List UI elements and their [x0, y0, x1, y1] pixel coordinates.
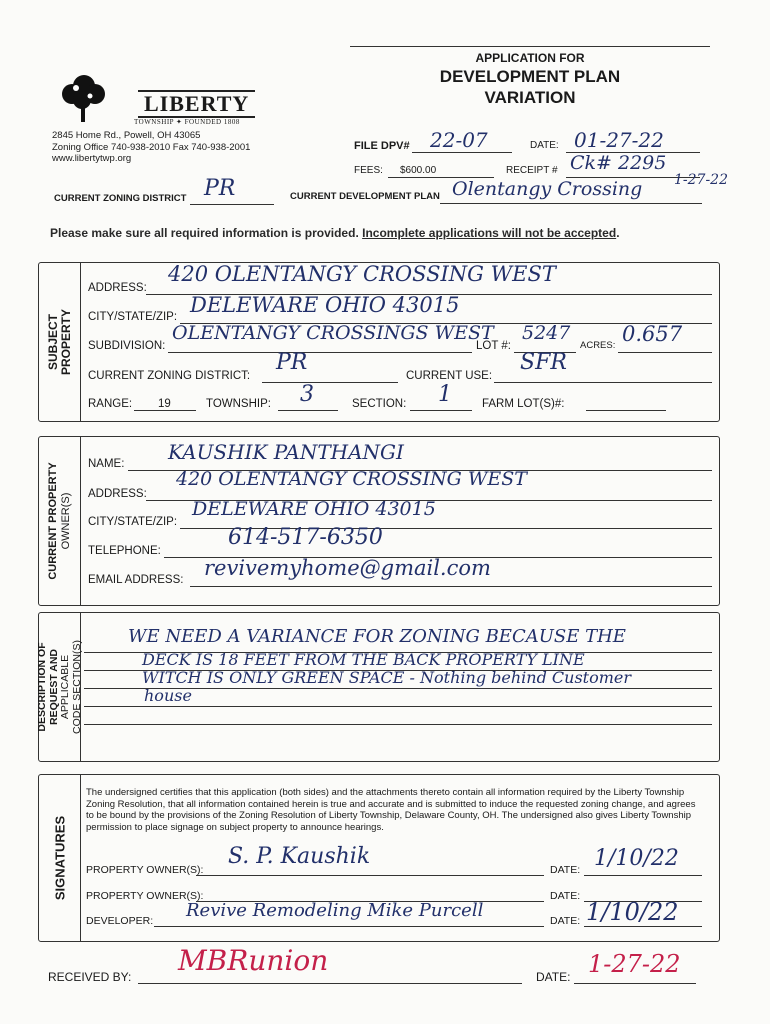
- logo-name: LIBERTY: [138, 90, 255, 118]
- receipt-label: RECEIPT #: [506, 165, 558, 176]
- owner-name-value[interactable]: KAUSHIK PANTHANGI: [168, 440, 404, 464]
- subdivision-label: SUBDIVISION:: [88, 340, 166, 352]
- telephone-value[interactable]: 614-517-6350: [228, 525, 383, 550]
- city-state-zip-value[interactable]: DELEWARE OHIO 43015: [190, 293, 460, 317]
- developer-date-label: DATE:: [550, 915, 581, 927]
- title-line-2: VARIATION: [484, 88, 576, 107]
- description-line-2[interactable]: DECK IS 18 FEET FROM THE BACK PROPERTY LINE: [142, 650, 585, 669]
- file-dpv-label: FILE DPV#: [354, 140, 410, 152]
- owner-address-value[interactable]: 420 OLENTANGY CROSSING WEST: [176, 468, 527, 490]
- acres-label: ACRES:: [580, 340, 616, 351]
- notice-emphasis: Incomplete applications will not be accepted: [362, 226, 617, 240]
- owner-address-label: ADDRESS:: [88, 488, 147, 500]
- developer-date-value[interactable]: 1/10/22: [586, 898, 679, 926]
- description-line-1[interactable]: WE NEED A VARIANCE FOR ZONING BECAUSE THE: [128, 626, 626, 647]
- website-link[interactable]: www.libertytwp.org: [52, 153, 132, 164]
- subdivision-value[interactable]: OLENTANGY CROSSINGS WEST: [172, 322, 494, 344]
- notice-text: Please make sure all required information is provided. Incomplete applications will not be accepted.: [50, 226, 620, 240]
- acres-value[interactable]: 0.657: [622, 322, 683, 346]
- title-line-1: DEVELOPMENT PLAN: [439, 67, 621, 86]
- phone-line: Zoning Office 740-938-2010 Fax 740-938-2001: [52, 141, 251, 153]
- receipt-value[interactable]: Ck# 2295: [570, 152, 667, 174]
- owner-signature[interactable]: S. P. Kaushik: [228, 844, 371, 869]
- range-value[interactable]: 19: [158, 398, 171, 410]
- owner-date-value[interactable]: 1/10/22: [594, 846, 679, 871]
- notice-main: Please make sure all required information is provided.: [50, 226, 359, 240]
- email-value[interactable]: revivemyhome@gmail.com: [204, 556, 491, 580]
- owner-name-label: NAME:: [88, 458, 125, 470]
- current-zoning-value[interactable]: PR: [276, 350, 308, 375]
- description-line-4[interactable]: house: [144, 686, 192, 705]
- file-dpv-value[interactable]: 22-07: [430, 128, 488, 152]
- fees-label: FEES:: [354, 165, 383, 176]
- developer-label: DEVELOPER:: [86, 915, 154, 927]
- email-label: EMAIL ADDRESS:: [88, 574, 184, 586]
- lot-value[interactable]: 5247: [522, 322, 571, 344]
- owner2-signature-label: PROPERTY OWNER(S):: [86, 890, 204, 902]
- development-plan-label: CURRENT DEVELOPMENT PLAN: [290, 191, 440, 202]
- liberty-township-logo: [50, 68, 275, 126]
- township-label: TOWNSHIP:: [206, 398, 271, 410]
- city-state-zip-label: CITY/STATE/ZIP:: [88, 311, 178, 323]
- lot-label: LOT #:: [476, 340, 511, 352]
- description-heading: DESCRIPTION OF REQUEST AND APPLICABLE CODE SECTION(S): [35, 640, 82, 734]
- date-label: DATE:: [530, 140, 559, 151]
- developer-signature[interactable]: Revive Remodeling Mike Purcell: [186, 900, 484, 921]
- owner-heading: CURRENT PROPERTY OWNER(S): [46, 462, 72, 580]
- township-address: [52, 130, 250, 165]
- township-value[interactable]: 3: [300, 382, 314, 407]
- range-label: RANGE:: [88, 398, 133, 410]
- owner-date-label: DATE:: [550, 864, 581, 876]
- address-line: 2845 Home Rd., Powell, OH 43065: [52, 130, 201, 141]
- section-value[interactable]: 1: [438, 382, 452, 407]
- owner-city-label: CITY/STATE/ZIP:: [88, 516, 178, 528]
- fees-value[interactable]: $600.00: [400, 165, 437, 176]
- telephone-label: TELEPHONE:: [88, 545, 161, 557]
- section-label: SECTION:: [352, 398, 407, 410]
- address-label: ADDRESS:: [88, 282, 147, 294]
- form-title: [350, 66, 710, 108]
- owner-signature-label: PROPERTY OWNER(S):: [86, 864, 204, 876]
- address-value[interactable]: 420 OLENTANGY CROSSING WEST: [168, 262, 556, 286]
- owner-city-value[interactable]: DELEWARE OHIO 43015: [192, 498, 436, 520]
- application-for-label: APPLICATION FOR: [350, 46, 710, 65]
- current-use-label: CURRENT USE:: [406, 370, 493, 382]
- certification-text: The undersigned certifies that this application (both sides) and the attachments thereto contain all information required by the Liberty Township Zoning Resolution, that all information contained herein is true and accurate and is submitted to induce the requested zoning change, and agrees to be bound by the provisions of the Zoning Resolution of Liberty Township, Delaware County, OH. The undersigned also gives Liberty Township permission to place signage on subject property to announce hearings.: [86, 787, 696, 833]
- subject-property-heading: SUBJECT PROPERTY: [45, 308, 73, 376]
- zoning-district-value[interactable]: PR: [204, 176, 236, 201]
- description-line-3[interactable]: WITCH IS ONLY GREEN SPACE - Nothing behind Customer: [142, 668, 632, 687]
- date-value[interactable]: 01-27-22: [574, 128, 664, 152]
- tree-icon: [58, 74, 108, 124]
- received-date-label: DATE:: [536, 970, 571, 984]
- current-zoning-label: CURRENT ZONING DISTRICT:: [88, 370, 251, 382]
- owner2-date-label: DATE:: [550, 890, 581, 902]
- received-by-label: RECEIVED BY:: [48, 970, 132, 984]
- current-use-value[interactable]: SFR: [520, 350, 567, 375]
- logo-subtitle: TOWNSHIP ✦ FOUNDED 1808: [134, 118, 240, 126]
- received-date-value[interactable]: 1-27-22: [588, 950, 681, 978]
- development-plan-value[interactable]: Olentangy Crossing: [452, 178, 643, 200]
- signatures-heading: SIGNATURES: [52, 815, 67, 901]
- received-by-signature[interactable]: MBRunion: [178, 944, 329, 977]
- zoning-district-label: CURRENT ZONING DISTRICT: [54, 193, 187, 204]
- development-plan-note: 1-27-22: [674, 172, 728, 188]
- farm-lot-label: FARM LOT(S)#:: [482, 398, 565, 410]
